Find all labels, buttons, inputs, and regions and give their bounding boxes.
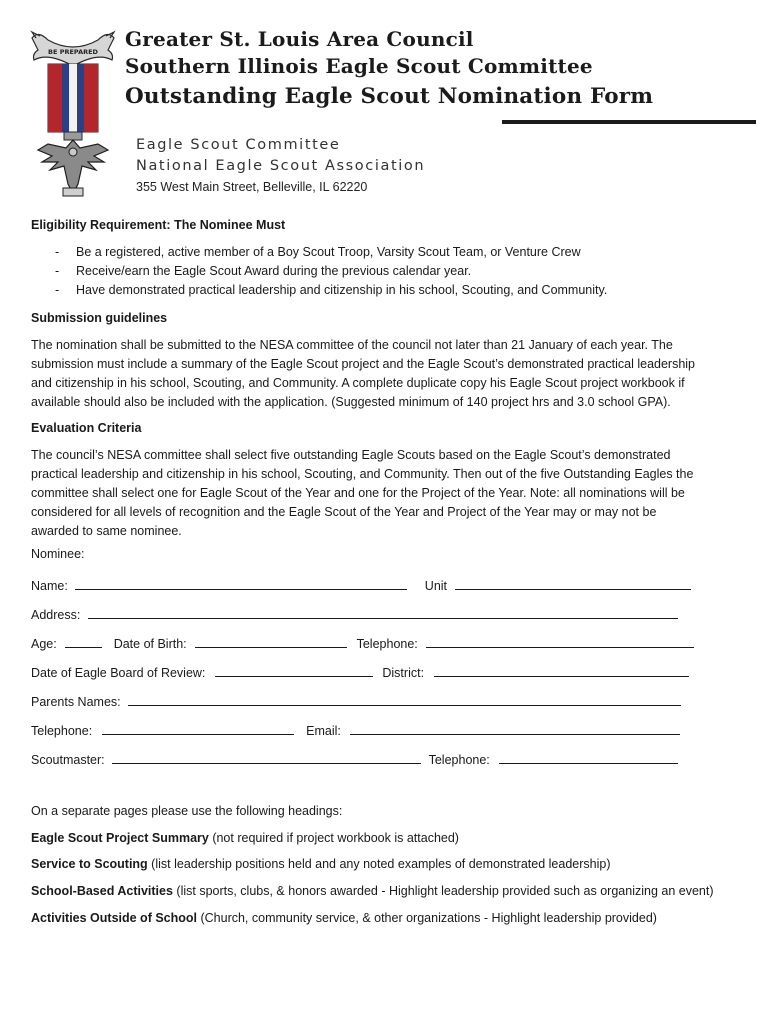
heading-item: Activities Outside of School (Church, community service, & other organizations - Highlight leadership provided) [31, 911, 657, 925]
headings-intro: On a separate pages please use the following headings: [31, 804, 343, 818]
scoutmaster-telephone-field[interactable] [499, 750, 678, 764]
age-label: Age: [31, 637, 57, 651]
eligibility-item: - Be a registered, active member of a Boy Scout Troop, Varsity Scout Team, or Venture Crew [55, 245, 581, 259]
parents-field[interactable] [128, 692, 681, 706]
address-field[interactable] [88, 605, 678, 619]
telephone-label: Telephone: [356, 637, 418, 651]
dob-label: Date of Birth: [113, 637, 187, 651]
district-label: District: [382, 666, 425, 680]
council-title: Greater St. Louis Area Council [125, 27, 474, 51]
age-row [31, 634, 694, 652]
email-field[interactable] [350, 721, 680, 735]
nominee-label: Nominee: [31, 547, 85, 561]
dob-field[interactable] [195, 634, 347, 648]
scoutmaster-field[interactable] [112, 750, 421, 764]
name-row [31, 576, 691, 594]
submission-paragraph: The nomination shall be submitted to the NESA committee of the council not later than 21 January of each year. The submission must include a summary of the Eagle Scout project and the Eagle Scout’s demonstrated practical leadership and citizenship in his school, Scouting, and Community. A complete duplicate copy his Eagle Scout project workbook if available should also be included with the application. (Suggested minimum of 140 project hrs and 3.0 school GPA). [31, 338, 696, 409]
address-row [31, 605, 678, 623]
telephone-field[interactable] [426, 634, 694, 648]
eligibility-item: - Have demonstrated practical leadership and citizenship in his school, Scouting, and Community. [55, 283, 608, 297]
submission-heading: Submission guidelines [31, 311, 168, 325]
telephone-label: Telephone: [31, 724, 93, 738]
org-name-2: National Eagle Scout Association [136, 158, 426, 174]
email-label: Email: [306, 724, 341, 738]
name-label: Name: [31, 579, 68, 593]
committee-title: Southern Illinois Eagle Scout Committee [125, 54, 593, 78]
scoutmaster-row [31, 750, 678, 768]
name-field[interactable] [75, 576, 407, 590]
eligibility-heading: Eligibility Requirement: The Nominee Must [31, 218, 286, 232]
heading-item: Service to Scouting (list leadership positions held and any noted examples of demonstrated leadership) [31, 857, 611, 871]
eagle-medal-logo [28, 28, 118, 200]
district-field[interactable] [434, 663, 689, 677]
telephone-field[interactable] [102, 721, 294, 735]
age-field[interactable] [65, 634, 102, 648]
unit-field[interactable] [455, 576, 691, 590]
address-label: Address: [31, 608, 81, 622]
scoutmaster-label: Scoutmaster: [31, 753, 105, 767]
form-title: Outstanding Eagle Scout Nomination Form [125, 84, 654, 109]
parents-label: Parents Names: [31, 695, 121, 709]
eagle-board-row [31, 663, 689, 681]
org-address: 355 West Main Street, Belleville, IL 62220 [136, 180, 368, 194]
eagle-board-label: Date of Eagle Board of Review: [31, 666, 206, 680]
scoutmaster-telephone-label: Telephone: [428, 753, 490, 767]
heading-item: School-Based Activities (list sports, clubs, & honors awarded - Highlight leadership provided such as organizing an event) [31, 884, 714, 898]
evaluation-paragraph: The council’s NESA committee shall select five outstanding Eagle Scouts based on the Eagle Scout’s demonstrated practical leadership and citizenship in his school, Scouting, and Community. Then out of the five Outstanding Eagles the committee shall select one for Eagle Scout of the Year and one for the Project of the Year. Note: all nominations will be considered for all levels of recognition and the Eagle Scout of the Year and Project of the Year may or may not be awarded to same nominee. [31, 448, 694, 538]
evaluation-heading: Evaluation Criteria [31, 421, 142, 435]
eagle-board-field[interactable] [215, 663, 373, 677]
unit-label: Unit [424, 579, 448, 593]
org-name-1: Eagle Scout Committee [136, 137, 341, 153]
telephone-email-row [31, 721, 680, 739]
parents-row [31, 692, 681, 710]
heading-item: Eagle Scout Project Summary (not required if project workbook is attached) [31, 831, 459, 845]
logo-motto: BE PREPARED [48, 48, 98, 56]
eligibility-item: - Receive/earn the Eagle Scout Award during the previous calendar year. [55, 264, 472, 278]
title-rule [502, 120, 756, 124]
